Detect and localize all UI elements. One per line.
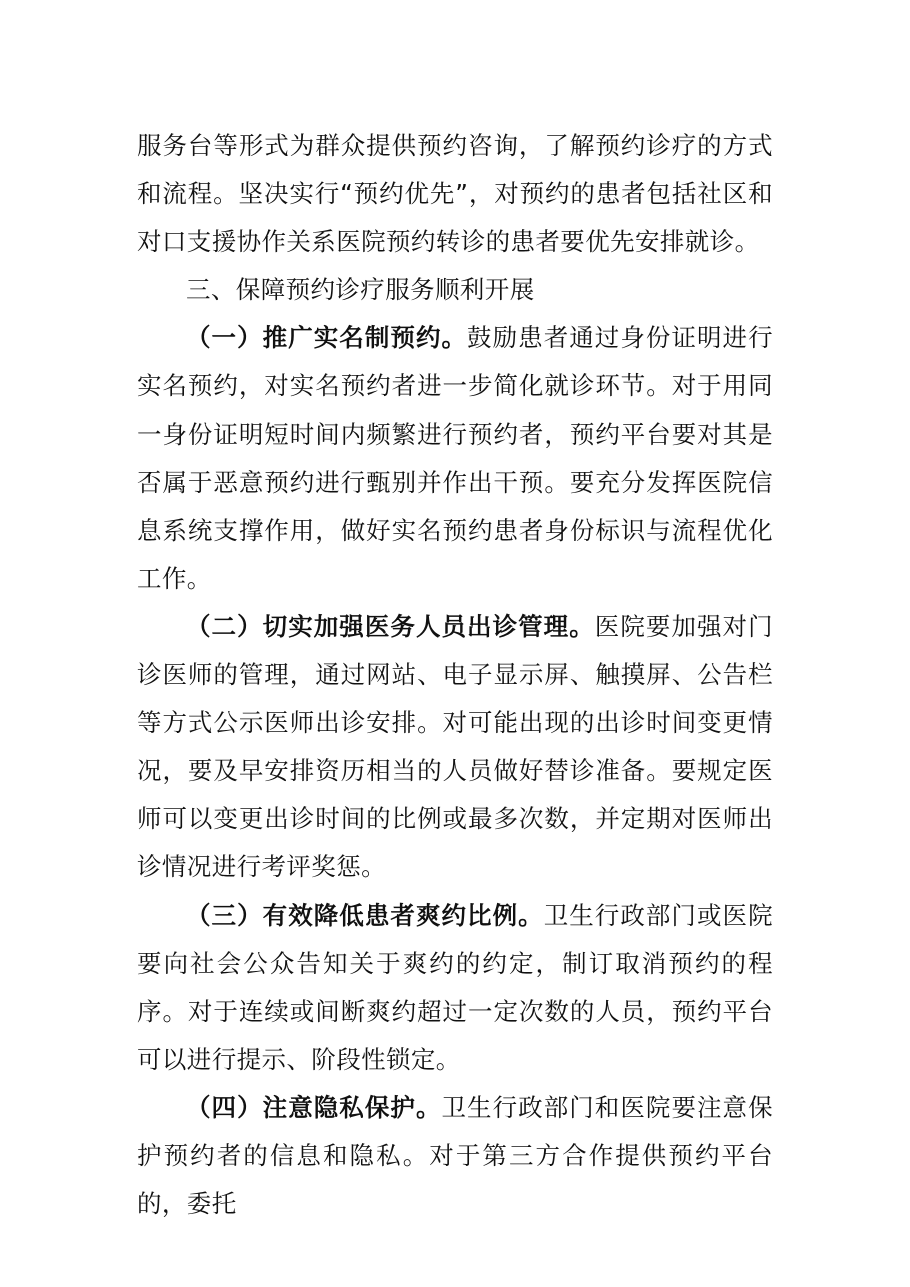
paragraph-text: 医院要加强对门诊医师的管理，通过网站、电子显示屏、触摸屏、公告栏等方式公示医师出诊安排。对可能出现的出诊时间变更情况，要及早安排资历相当的人员做好替诊准备。要规定医师可以变更出诊时间的比例或最多次数，并定期对医师出诊情况进行考评奖惩。 [137,611,773,882]
section-heading [137,266,773,314]
paragraph-lead: （一）推广实名制预约。 [186,323,468,353]
paragraph-text: 卫生行政部门和医院要注意保护预约者的信息和隐私。对于第三方合作提供预约平台的，委托 [137,1092,773,1219]
paragraph-item-1 [137,314,773,603]
paragraph-text: 卫生行政部门或医院要向社会公众告知关于爽约的约定，制订取消预约的程序。对于连续或间断爽约超过一定次数的人员，预约平台可以进行提示、阶段性锁定。 [137,900,773,1074]
paragraph-item-4 [137,1084,773,1228]
paragraph-lead: （二）切实加强医务人员出诊管理。 [186,611,595,641]
paragraph-item-3 [137,892,773,1084]
paragraph-lead: （三）有效降低患者爽约比例。 [186,900,544,930]
paragraph-continuation [137,122,773,266]
document-body [137,122,773,1228]
paragraph-text: 鼓励患者通过身份证明进行实名预约，对实名预约者进一步简化就诊环节。对于用同一身份证明短时间内频繁进行预约者，预约平台要对其是否属于恶意预约进行甄别并作出干预。要充分发挥医院信息系统支撑作用，做好实名预约患者身份标识与流程优化工作。 [137,323,773,593]
paragraph-text: 服务台等形式为群众提供预约咨询，了解预约诊疗的方式和流程。坚决实行“预约优先”，对预约的患者包括社区和对口支援协作关系医院预约转诊的患者要优先安排就诊。 [137,131,773,257]
paragraph-lead: （四）注意隐私保护。 [186,1092,442,1122]
section-heading-text: 三、保障预约诊疗服务顺利开展 [186,275,535,305]
paragraph-item-2 [137,603,773,892]
